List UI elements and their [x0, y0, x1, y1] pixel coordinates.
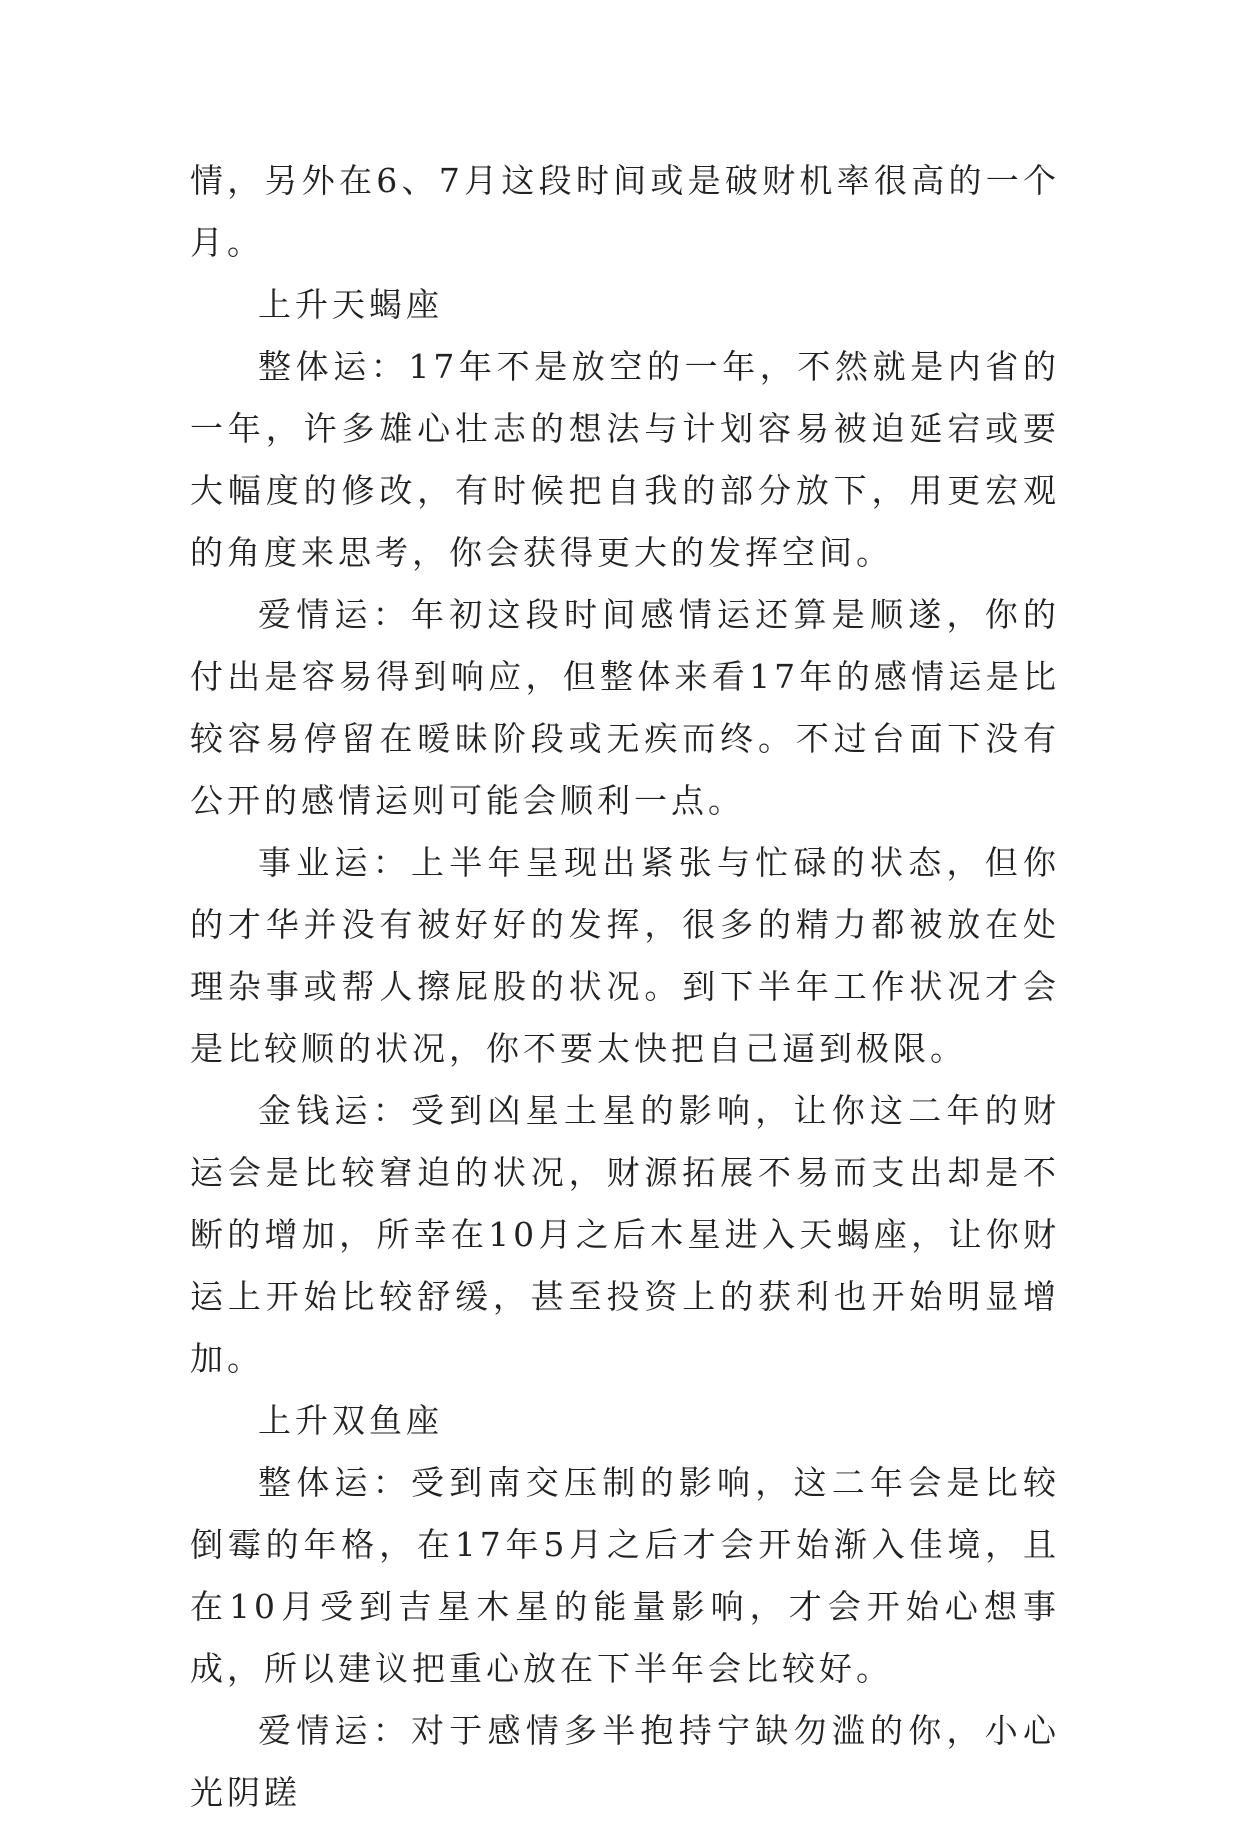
paragraph-love-fortune-pisces: 爱情运：对于感情多半抱持宁缺勿滥的你，小心光阴蹉	[190, 1711, 1060, 1812]
paragraph-love-fortune: 爱情运：年初这段时间感情运还算是顺遂，你的付出是容易得到响应，但整体来看17年的感情运是比较容易停留在暧昧阶段或无疾而终。不过台面下没有公开的感情运则可能会顺利一点。	[190, 595, 1060, 820]
document-body	[190, 150, 1060, 1824]
section-heading-scorpio-rising: 上升天蝎座	[258, 285, 443, 324]
paragraph-overall-fortune-pisces: 整体运：受到南交压制的影响，这二年会是比较倒霉的年格，在17年5月之后才会开始渐入佳境，且在10月受到吉星木星的能量影响，才会开始心想事成，所以建议把重心放在下半年会比较好。	[190, 1463, 1060, 1688]
paragraph-overall-fortune: 整体运：17年不是放空的一年，不然就是内省的一年，许多雄心壮志的想法与计划容易被迫延宕或要大幅度的修改，有时候把自我的部分放下，用更宏观的角度来思考，你会获得更大的发挥空间。	[190, 347, 1060, 572]
paragraph-career-fortune: 事业运：上半年呈现出紧张与忙碌的状态，但你的才华并没有被好好的发挥，很多的精力都被放在处理杂事或帮人擦屁股的状况。到下半年工作状况才会是比较顺的状况，你不要太快把自己逼到极限。	[190, 843, 1060, 1068]
paragraph-continuation: 情，另外在6、7月这段时间或是破财机率很高的一个月。	[190, 161, 1060, 262]
paragraph-money-fortune: 金钱运：受到凶星土星的影响，让你这二年的财运会是比较窘迫的状况，财源拓展不易而支出却是不断的增加，所幸在10月之后木星进入天蝎座，让你财运上开始比较舒缓，甚至投资上的获利也开始明显增加。	[190, 1091, 1060, 1378]
section-heading-pisces-rising: 上升双鱼座	[258, 1401, 443, 1440]
